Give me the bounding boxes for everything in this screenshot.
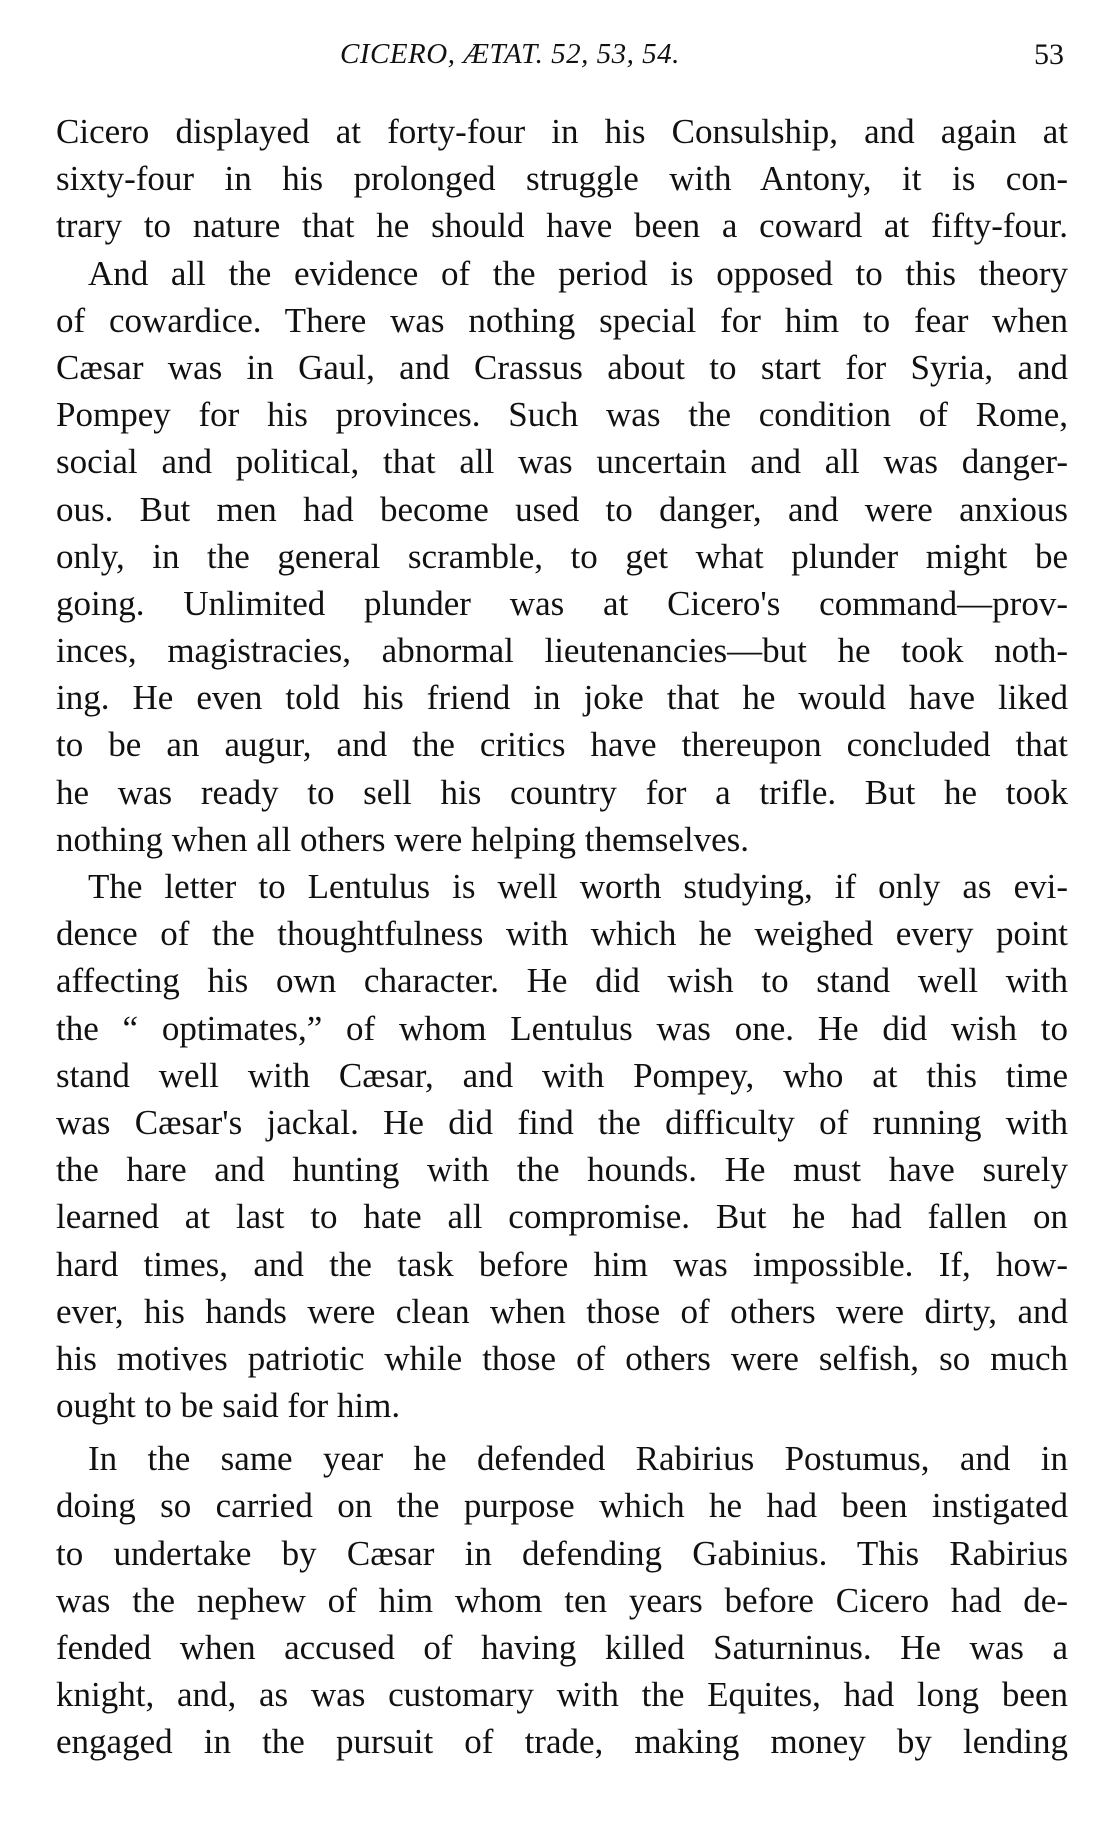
paragraph-1 xyxy=(56,108,1068,250)
paragraph-2 xyxy=(56,250,1068,863)
text-line: was the nephew of him whom ten years before Cicero had de- xyxy=(56,1580,1068,1620)
page-number: 53 xyxy=(1034,38,1064,71)
text-line: going. Unlimited plunder was at Cicero's command—prov- xyxy=(56,583,1068,623)
text-line: trary to nature that he should have been a coward at fifty-four. xyxy=(56,206,1068,246)
text-line: Cæsar was in Gaul, and Crassus about to start for Syria, and xyxy=(56,347,1068,387)
text-line: engaged in the pursuit of trade, making money by lending xyxy=(56,1722,1068,1762)
text-line: he was ready to sell his country for a trifle. But he took xyxy=(56,772,1068,812)
text-line: And all the evidence of the period is opposed to this theory xyxy=(88,253,1068,293)
text-line: Pompey for his provinces. Such was the condition of Rome, xyxy=(56,395,1068,435)
text-line: learned at last to hate all compromise. But he had fallen on xyxy=(56,1197,1068,1237)
paragraph-3 xyxy=(56,863,1068,1429)
text-line: only, in the general scramble, to get what plunder might be xyxy=(56,536,1068,576)
paragraph-4 xyxy=(56,1435,1068,1765)
text-line: the hare and hunting with the hounds. He must have surely xyxy=(56,1150,1068,1190)
text-line: of cowardice. There was nothing special for him to fear when xyxy=(56,300,1068,340)
text-line: The letter to Lentulus is well worth studying, if only as evi- xyxy=(88,867,1068,906)
text-line: fended when accused of having killed Saturninus. He was a xyxy=(56,1628,1068,1667)
text-line: Cicero displayed at forty-four in his Consulship, and again at xyxy=(56,112,1068,151)
running-head xyxy=(0,38,1119,88)
text-line: In the same year he defended Rabirius Postumus, and in xyxy=(88,1439,1068,1479)
text-line: social and political, that all was uncertain and all was danger- xyxy=(56,442,1068,482)
text-line: ing. He even told his friend in joke that he would have liked xyxy=(56,678,1068,718)
text-line: affecting his own character. He did wish to stand well with xyxy=(56,961,1068,1001)
text-line: doing so carried on the purpose which he had been instigated xyxy=(56,1486,1068,1526)
text-line: was Cæsar's jackal. He did find the difficulty of running with xyxy=(56,1102,1068,1142)
text-line: stand well with Cæsar, and with Pompey, who at this time xyxy=(56,1055,1068,1095)
text-line: nothing when all others were helping themselves. xyxy=(56,819,750,859)
text-line: ought to be said for him. xyxy=(56,1386,401,1426)
body-text xyxy=(56,108,1068,1766)
text-line: dence of the thoughtfulness with which he weighed every point xyxy=(56,914,1068,954)
text-line: his motives patriotic while those of others were selfish, so much xyxy=(56,1338,1068,1378)
text-line: inces, magistracies, abnormal lieutenancies—but he took noth- xyxy=(56,631,1068,671)
text-line: to be an augur, and the critics have thereupon concluded that xyxy=(56,725,1068,765)
text-line: ever, his hands were clean when those of others were dirty, and xyxy=(56,1291,1068,1331)
text-line: the “ optimates,” of whom Lentulus was one. He did wish to xyxy=(56,1008,1068,1048)
text-line: hard times, and the task before him was impossible. If, how- xyxy=(56,1244,1068,1284)
text-line: to undertake by Cæsar in defending Gabinius. This Rabirius xyxy=(56,1533,1068,1573)
text-line: knight, and, as was customary with the Equites, had long been xyxy=(56,1675,1068,1715)
text-line: ous. But men had become used to danger, and were anxious xyxy=(56,489,1068,529)
text-line: sixty-four in his prolonged struggle with Antony, it is con- xyxy=(56,159,1068,199)
running-title: CICERO, ÆTAT. 52, 53, 54. xyxy=(340,38,680,70)
